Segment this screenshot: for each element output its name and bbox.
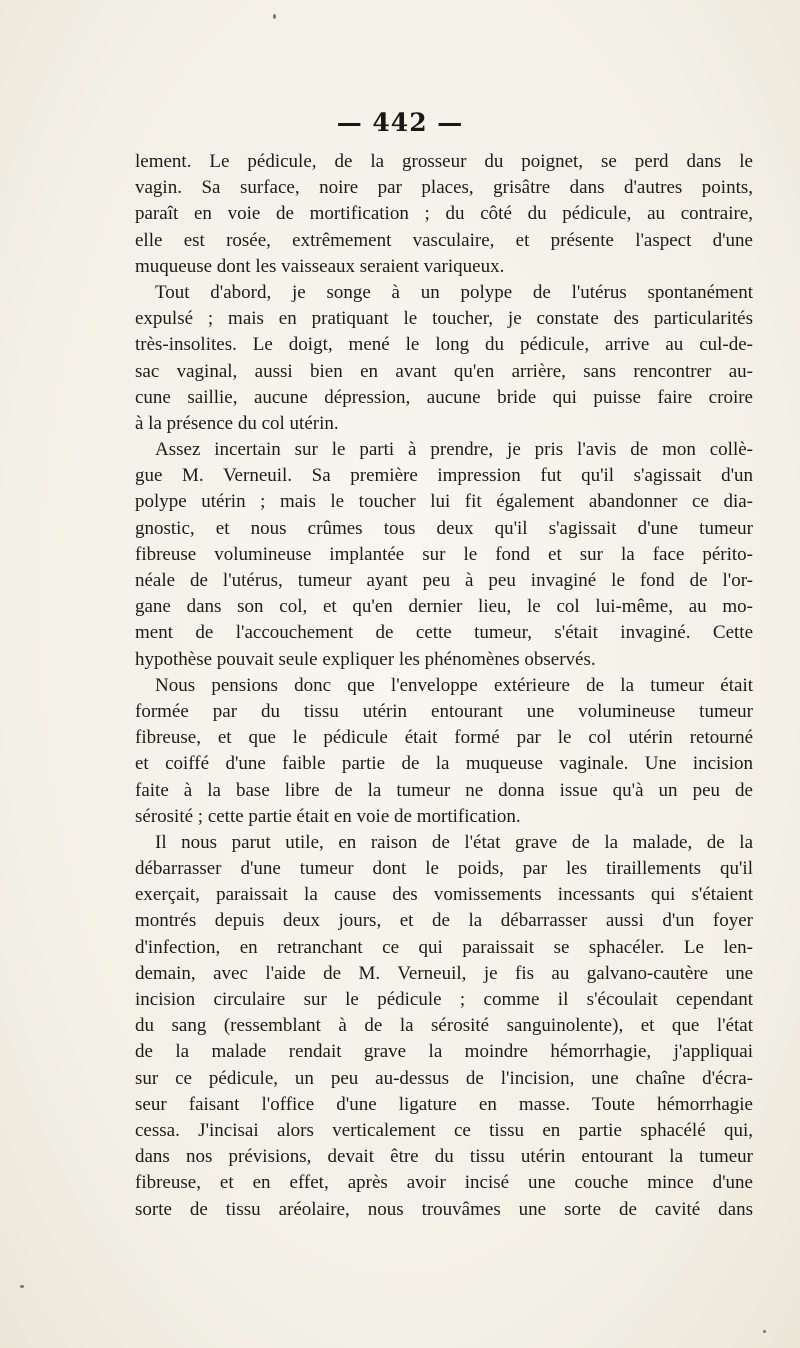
text-line: sérosité ; cette partie était en voie de mortification. bbox=[135, 805, 521, 827]
text-line: sur ce pédicule, un peu au-dessus de l'incision, une chaîne d'écra- bbox=[135, 1067, 753, 1089]
text-line: très-insolites. Le doigt, mené le long du pédicule, arrive au cul-de- bbox=[135, 334, 753, 356]
text-line: sac vaginal, aussi bien en avant qu'en arrière, sans rencontrer au- bbox=[135, 360, 753, 382]
paragraph-2 bbox=[135, 280, 753, 437]
paper-speck bbox=[20, 1285, 24, 1288]
text-line: de la malade rendait grave la moindre hémorrhagie, j'appliquai bbox=[135, 1041, 753, 1063]
text-line: débarrasser d'une tumeur dont le poids, par les tiraillements qu'il bbox=[135, 858, 753, 880]
text-line: du sang (ressemblant à de la sérosité sanguinolente), et que l'état bbox=[135, 1015, 753, 1037]
paper-speck bbox=[763, 1330, 766, 1333]
paragraph-1 bbox=[135, 149, 753, 280]
text-line: ment de l'accouchement de cette tumeur, s'était invaginé. Cette bbox=[135, 622, 753, 644]
text-line: Il nous parut utile, en raison de l'état grave de la malade, de la bbox=[155, 831, 753, 853]
paragraph-4 bbox=[135, 673, 753, 830]
paragraph-5 bbox=[135, 830, 753, 1223]
text-line: gue M. Verneuil. Sa première impression fut qu'il s'agissait d'un bbox=[135, 465, 753, 487]
text-line: fibreuse, et en effet, après avoir incisé une couche mince d'une bbox=[135, 1172, 753, 1194]
text-line: cessa. J'incisai alors verticalement ce tissu en partie sphacélé qui, bbox=[135, 1119, 753, 1141]
text-line: seur faisant l'office d'une ligature en masse. Toute hémorrhagie bbox=[135, 1093, 753, 1115]
text-line: vagin. Sa surface, noire par places, grisâtre dans d'autres points, bbox=[135, 177, 753, 199]
text-line: Assez incertain sur le parti à prendre, je pris l'avis de mon collè- bbox=[155, 439, 753, 461]
page-number: — 442 — bbox=[336, 108, 464, 137]
text-line: expulsé ; mais en pratiquant le toucher, je constate des particularités bbox=[135, 308, 753, 330]
text-line: paraît en voie de mortification ; du côté du pédicule, au contraire, bbox=[135, 203, 753, 225]
text-line: exerçait, paraissait la cause des vomissements incessants qui s'étaient bbox=[135, 884, 753, 906]
text-line: Nous pensions donc que l'enveloppe extérieure de la tumeur était bbox=[155, 674, 753, 696]
text-line: polype utérin ; mais le toucher lui fit également abandonner ce dia- bbox=[135, 491, 753, 513]
text-line: néale de l'utérus, tumeur ayant peu à peu invaginé le fond de l'or- bbox=[135, 570, 753, 591]
text-line: lement. Le pédicule, de la grosseur du poignet, se perd dans le bbox=[135, 151, 753, 172]
text-line: incision circulaire sur le pédicule ; comme il s'écoulait cependant bbox=[135, 989, 753, 1010]
text-line: et coiffé d'une faible partie de la muqueuse vaginale. Une incision bbox=[135, 753, 753, 775]
text-line: sorte de tissu aréolaire, nous trouvâmes une sorte de cavité dans bbox=[135, 1198, 753, 1220]
text-line: gane dans son col, et qu'en dernier lieu, le col lui-même, au mo- bbox=[135, 596, 753, 618]
text-line: dans nos prévisions, devait être du tissu utérin entourant la tumeur bbox=[135, 1146, 753, 1168]
text-line: muqueuse dont les vaisseaux seraient variqueux. bbox=[135, 255, 505, 277]
text-line: elle est rosée, extrêmement vasculaire, et présente l'aspect d'une bbox=[135, 229, 753, 251]
text-line: gnostic, et nous crûmes tous deux qu'il s'agissait d'une tumeur bbox=[135, 517, 753, 539]
text-line: hypothèse pouvait seule expliquer les phénomènes observés. bbox=[135, 648, 596, 670]
text-line: à la présence du col utérin. bbox=[135, 412, 339, 434]
text-line: Tout d'abord, je songe à un polype de l'utérus spontanément bbox=[155, 281, 753, 303]
body-text bbox=[135, 149, 753, 1223]
text-line: montrés depuis deux jours, et de la débarrasser aussi d'un foyer bbox=[135, 910, 753, 932]
text-line: fibreuse volumineuse implantée sur le fond et sur la face périto- bbox=[135, 543, 753, 565]
text-line: faite à la base libre de la tumeur ne donna issue qu'à un peu de bbox=[135, 779, 753, 801]
text-line: cune saillie, aucune dépression, aucune bride qui puisse faire croire bbox=[135, 386, 753, 408]
text-line: demain, avec l'aide de M. Verneuil, je fis au galvano-cautère une bbox=[135, 962, 753, 984]
text-line: formée par du tissu utérin entourant une volumineuse tumeur bbox=[135, 700, 753, 722]
text-line: d'infection, en retranchant ce qui paraissait se sphacéler. Le len- bbox=[135, 936, 753, 958]
paragraph-3 bbox=[135, 437, 753, 673]
text-line: fibreuse, et que le pédicule était formé par le col utérin retourné bbox=[135, 727, 753, 749]
paper-speck bbox=[273, 14, 276, 19]
